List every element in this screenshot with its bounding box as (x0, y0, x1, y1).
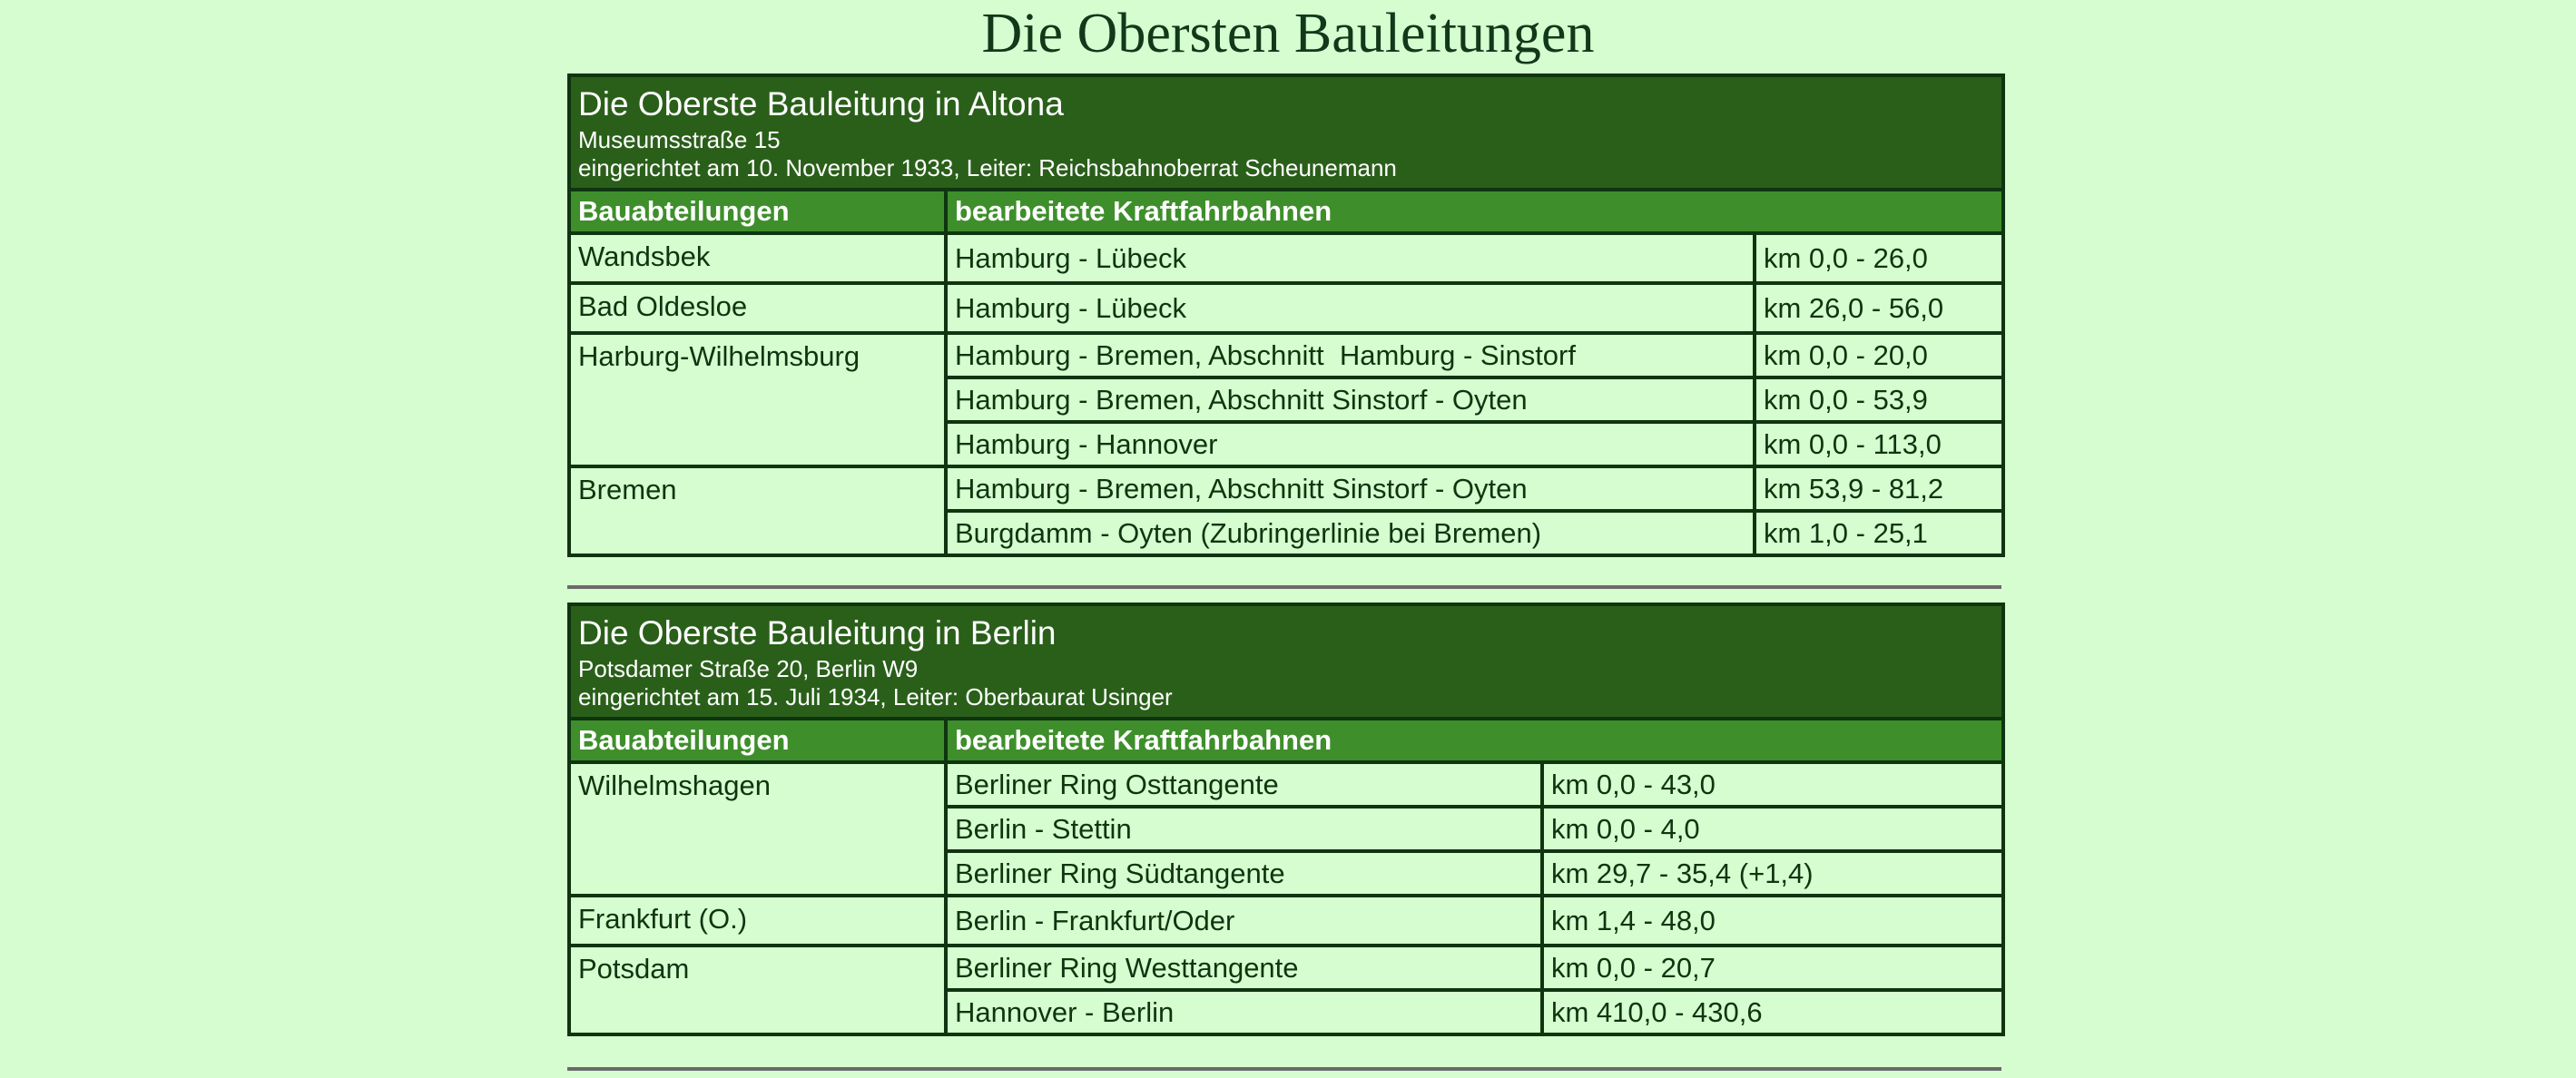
dept-cell: Wandsbek (569, 233, 946, 283)
section-info: eingerichtet am 10. November 1933, Leiter: Reichsbahnoberrat Scheunemann (578, 154, 1397, 181)
km-cell: km 1,4 - 48,0 (1542, 896, 2003, 946)
km-cell: km 0,0 - 20,7 (1542, 946, 2003, 990)
page-title: Die Obersten Bauleitungen (981, 3, 1595, 64)
dept-cell: Harburg-Wilhelmsburg (569, 333, 946, 466)
section-altona (567, 74, 2001, 557)
bauleitung-table-altona (567, 74, 2005, 557)
dept-cell: Wilhelmshagen (569, 762, 946, 896)
km-cell: km 0,0 - 113,0 (1755, 422, 2003, 466)
section-header (569, 75, 2003, 190)
section-divider (567, 1067, 2001, 1071)
table-row (569, 466, 2003, 511)
section-title: Die Oberste Bauleitung in Berlin (578, 614, 1057, 652)
route-cell: Berlin - Stettin (946, 807, 1542, 851)
route-cell: Hamburg - Bremen, Abschnitt Sinstorf - Oyten (946, 466, 1755, 511)
km-cell: km 0,0 - 4,0 (1542, 807, 2003, 851)
dept-cell: Bad Oldesloe (569, 283, 946, 333)
column-header-row (569, 190, 2003, 233)
section-header-row (569, 75, 2003, 190)
km-cell: km 0,0 - 26,0 (1755, 233, 2003, 283)
bauleitung-table-berlin (567, 603, 2005, 1036)
column-header-dept: Bauabteilungen (569, 719, 946, 762)
table-row (569, 762, 2003, 807)
route-cell: Hannover - Berlin (946, 990, 1542, 1034)
route-cell: Berliner Ring Westtangente (946, 946, 1542, 990)
column-header-routes: bearbeitete Kraftfahrbahnen (946, 190, 2003, 233)
route-cell: Hamburg - Lübeck (946, 233, 1755, 283)
section-address: Potsdamer Straße 20, Berlin W9 (578, 655, 919, 682)
section-info: eingerichtet am 15. Juli 1934, Leiter: Oberbaurat Usinger (578, 683, 1173, 710)
section-header-row (569, 604, 2003, 719)
column-header-row (569, 719, 2003, 762)
km-cell: km 53,9 - 81,2 (1755, 466, 2003, 511)
table-row (569, 233, 2003, 283)
section-header (569, 604, 2003, 719)
section-title: Die Oberste Bauleitung in Altona (578, 85, 1064, 122)
route-cell: Berliner Ring Südtangente (946, 851, 1542, 896)
route-cell: Hamburg - Bremen, Abschnitt Hamburg - Sinstorf (946, 333, 1755, 377)
route-cell: Hamburg - Lübeck (946, 283, 1755, 333)
route-cell: Hamburg - Hannover (946, 422, 1755, 466)
dept-cell: Bremen (569, 466, 946, 555)
table-row (569, 946, 2003, 990)
dept-cell: Potsdam (569, 946, 946, 1034)
km-cell: km 0,0 - 53,9 (1755, 377, 2003, 422)
section-address: Museumsstraße 15 (578, 126, 781, 153)
route-cell: Hamburg - Bremen, Abschnitt Sinstorf - Oyten (946, 377, 1755, 422)
km-cell: km 1,0 - 25,1 (1755, 511, 2003, 555)
km-cell: km 410,0 - 430,6 (1542, 990, 2003, 1034)
section-divider (567, 585, 2001, 589)
route-cell: Berlin - Frankfurt/Oder (946, 896, 1542, 946)
table-row (569, 283, 2003, 333)
km-cell: km 0,0 - 20,0 (1755, 333, 2003, 377)
km-cell: km 0,0 - 43,0 (1542, 762, 2003, 807)
table-row (569, 333, 2003, 377)
km-cell: km 29,7 - 35,4 (+1,4) (1542, 851, 2003, 896)
dept-cell: Frankfurt (O.) (569, 896, 946, 946)
km-cell: km 26,0 - 56,0 (1755, 283, 2003, 333)
route-cell: Burgdamm - Oyten (Zubringerlinie bei Bremen) (946, 511, 1755, 555)
column-header-dept: Bauabteilungen (569, 190, 946, 233)
section-berlin (567, 603, 2001, 1036)
table-row (569, 896, 2003, 946)
column-header-routes: bearbeitete Kraftfahrbahnen (946, 719, 2003, 762)
route-cell: Berliner Ring Osttangente (946, 762, 1542, 807)
